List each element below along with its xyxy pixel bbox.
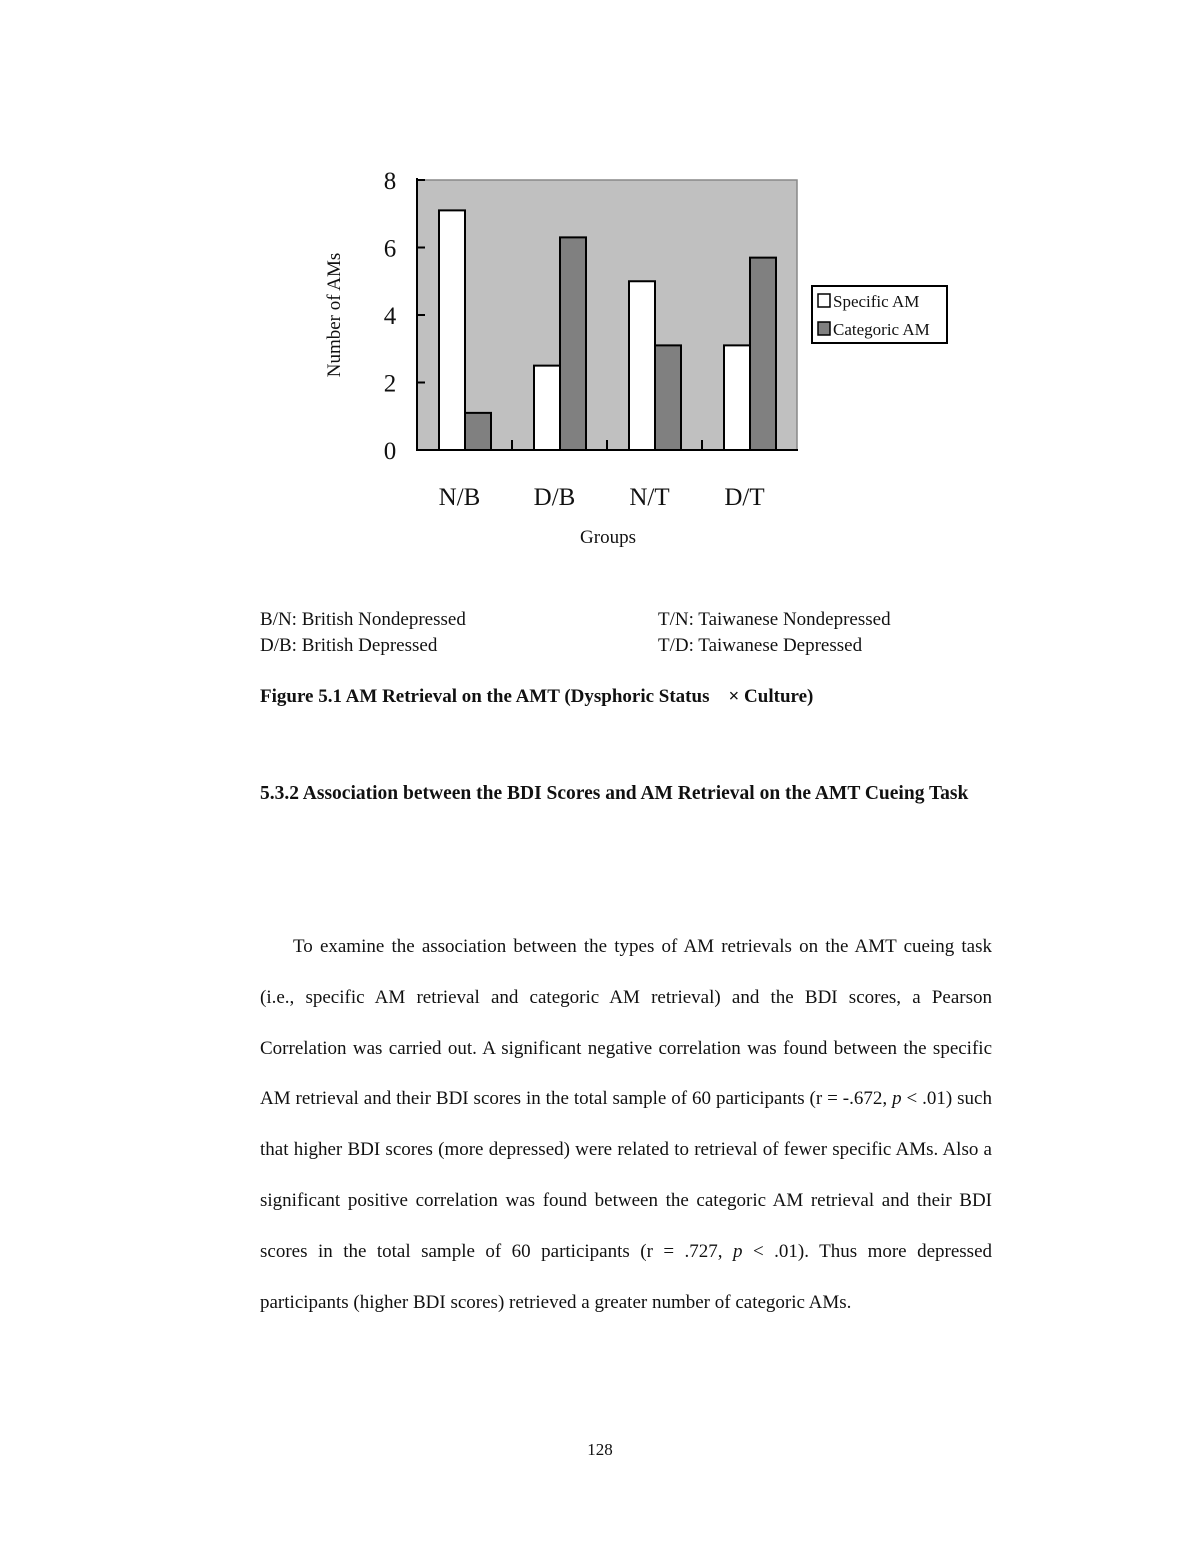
paragraph-part-2: < .01) such that higher BDI scores (more depressed) were related to retrieval of fewer specific AMs. Also a significant positive correlation was found between the categoric AM retrieval and their BDI scores in the total sample of 60 participants (r = .727, [260,1088,992,1262]
bar-categoric-nt [655,345,681,450]
x-tick-label: D/T [724,484,765,511]
section-heading: 5.3.2 Association between the BDI Scores and AM Retrieval on the AMT Cueing Task [260,783,969,804]
bar-specific-nt [629,281,655,450]
y-tick-label: 8 [383,168,397,195]
p-symbol-1: p [892,1088,902,1110]
x-tick-label: N/T [629,484,670,511]
times-symbol: × [728,686,740,707]
abbr-british-nondepressed: B/N: British Nondepressed [260,609,466,630]
legend [812,286,947,343]
y-tick-label: 2 [383,370,397,398]
abbr-british-depressed: D/B: British Depressed [260,635,438,656]
y-axis-label: Number of AMs [324,252,345,378]
x-tick-label: D/B [533,484,576,511]
bar-specific-dt [724,345,750,450]
bar-specific-db [534,366,560,450]
figure-caption-main: Figure 5.1 AM Retrieval on the AMT (Dysphoric Status [260,686,710,707]
bar-categoric-dt [750,258,776,450]
bar-chart [300,160,980,560]
legend-swatch-categoric [818,322,830,335]
x-axis-label: Groups [580,527,636,548]
bar-categoric-nb [465,413,491,450]
figure-caption [260,686,813,708]
paragraph-part-3: < .01). Thus more depressed participants (higher BDI scores) retrieved a greater number of categoric AMs. [260,1240,992,1313]
x-tick-label: N/B [438,484,481,511]
bar-specific-nb [439,210,465,450]
legend-label-specific: Specific AM [833,292,920,311]
legend-swatch-specific [818,294,830,307]
body-paragraph [260,922,992,1328]
y-tick-label: 6 [383,235,397,263]
legend-label-categoric: Categoric AM [833,320,930,339]
p-symbol-2: p [733,1240,743,1262]
page-number: 128 [587,1440,613,1459]
paragraph-part-1: To examine the association between the types of AM retrievals on the AMT cueing task (i.e., specific AM retrieval and categoric AM retrieval) and the BDI scores, a Pearson Correlation was carried out. A significant negative correlation was found between the specific AM retrieval and their BDI scores in the total sample of 60 participants (r = -.672, [260,936,992,1110]
abbr-taiwanese-depressed: T/D: Taiwanese Depressed [658,635,863,656]
abbr-taiwanese-nondepressed: T/N: Taiwanese Nondepressed [658,609,891,630]
y-tick-label: 0 [383,438,397,465]
figure-caption-end: Culture) [744,686,814,707]
y-tick-label: 4 [383,303,397,330]
bar-categoric-db [560,237,586,450]
